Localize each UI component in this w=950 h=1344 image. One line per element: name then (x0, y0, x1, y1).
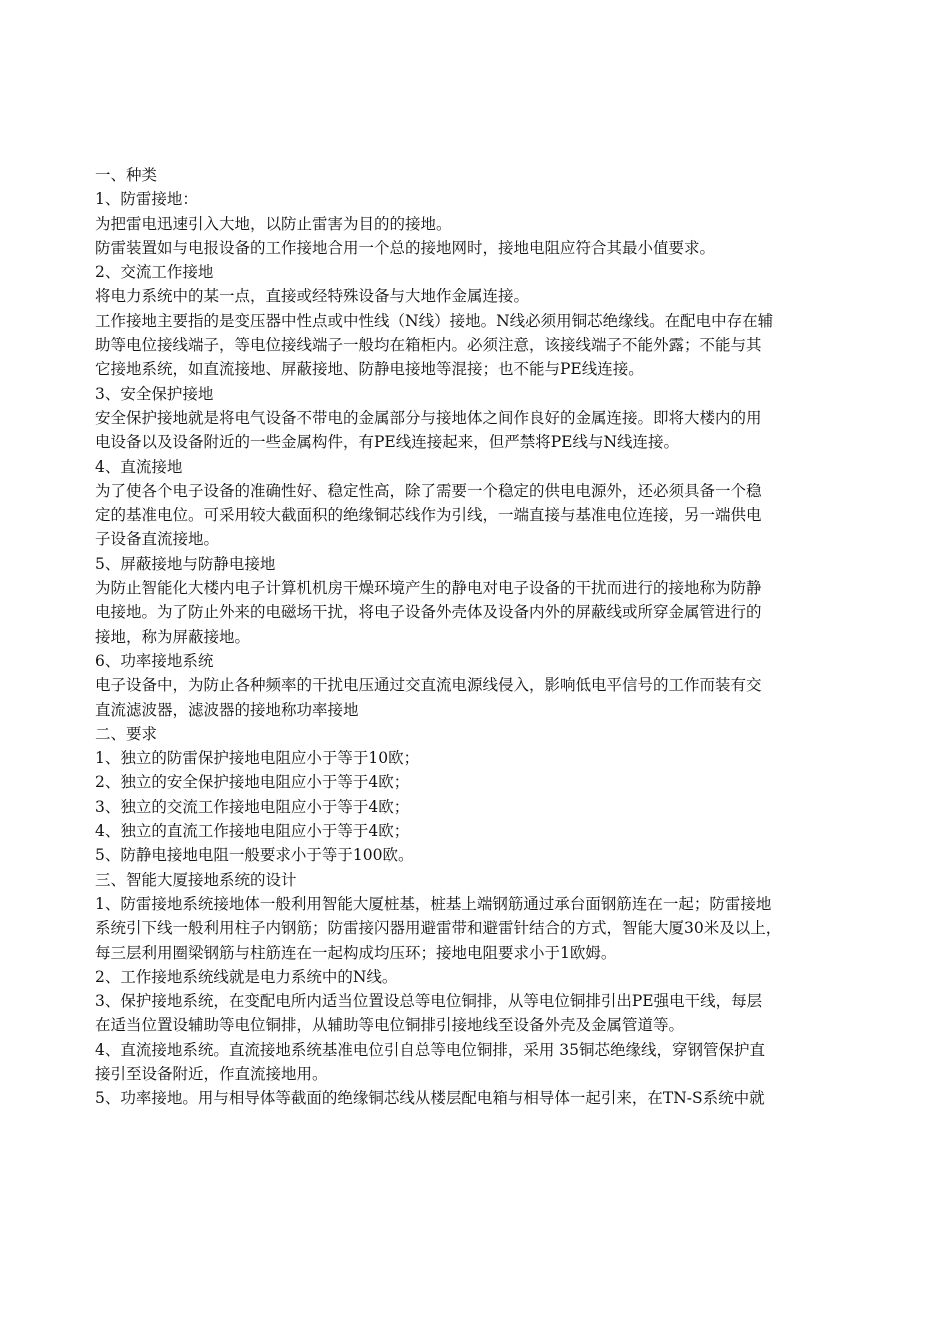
text-line: 1、独立的防雷保护接地电阻应小于等于10欧； (95, 749, 420, 768)
text-line: 每三层利用圈梁钢筋与柱筋连在一起构成均压环；接地电阻要求小于1欧姆。 (95, 943, 617, 962)
text-line: 接引至设备附近，作直流接地用。 (95, 1064, 328, 1083)
document-body (95, 163, 855, 1111)
text-line: 为了使各个电子设备的准确性好、稳定性高，除了需要一个稳定的供电电源外，还必须具备一个稳 (95, 481, 762, 500)
text-line: 2、交流工作接地 (95, 263, 214, 282)
text-line: 为把雷电迅速引入大地，以防止雷害为目的的接地。 (95, 214, 452, 233)
text-line: 2、独立的安全保护接地电阻应小于等于4欧； (95, 773, 410, 792)
text-line: 5、屏蔽接地与防静电接地 (95, 554, 276, 573)
text-line: 定的基准电位。可采用较大截面积的绝缘铜芯线作为引线，一端直接与基准电位连接，另一端供电 (95, 506, 762, 525)
text-line: 1、防雷接地： (95, 190, 198, 209)
text-line: 4、直流接地 (95, 457, 183, 476)
text-line: 5、防静电接地电阻一般要求小于等于100欧。 (95, 846, 414, 865)
text-line: 防雷装置如与电报设备的工作接地合用一个总的接地网时，接地电阻应符合其最小值要求。 (95, 238, 716, 257)
text-line: 为防止智能化大楼内电子计算机机房干燥环境产生的静电对电子设备的干扰而进行的接地称为防静 (95, 579, 762, 598)
text-line: 2、工作接地系统线就是电力系统中的N线。 (95, 967, 398, 986)
text-line: 3、安全保护接地 (95, 384, 214, 403)
text-line: 1、防雷接地系统接地体一般利用智能大厦桩基，桩基上端钢筋通过承台面钢筋连在一起；防雷接地 (95, 894, 772, 913)
text-line: 4、独立的直流工作接地电阻应小于等于4欧； (95, 822, 410, 841)
text-line: 6、功率接地系统 (95, 651, 214, 670)
text-line: 电子设备中，为防止各种频率的干扰电压通过交直流电源线侵入，影响低电平信号的工作而装有交 (95, 676, 762, 695)
text-line: 4、直流接地系统。直流接地系统基准电位引自总等电位铜排，采用 35铜芯绝缘线，穿钢管保护直 (95, 1040, 766, 1059)
text-line: 接地，称为屏蔽接地。 (95, 627, 251, 646)
text-line: 三、智能大厦接地系统的设计 (95, 870, 297, 889)
text-line: 子设备直流接地。 (95, 530, 220, 549)
text-line: 二、要求 (95, 724, 158, 743)
text-line: 在适当位置设辅助等电位铜排，从辅助等电位铜排引接地线至设备外壳及金属管道等。 (95, 1016, 685, 1035)
text-line: 3、独立的交流工作接地电阻应小于等于4欧； (95, 797, 410, 816)
text-line: 直流滤波器，滤波器的接地称功率接地 (95, 700, 359, 719)
text-line: 电设备以及设备附近的一些金属构件，有PE线连接起来，但严禁将PE线与N线连接。 (95, 433, 680, 452)
text-line: 一、种类 (95, 166, 158, 184)
text-line: 5、功率接地。用与相导体等截面的绝缘铜芯线从楼层配电箱与相导体一起引来，在TN-S系统中就 (95, 1089, 765, 1108)
text-line: 系统引下线一般利用柱子内钢筋；防雷接闪器用避雷带和避雷针结合的方式，智能大厦30米及以上， (95, 919, 782, 938)
text-line: 助等电位接线端子，等电位接线端子一般均在箱柜内。必须注意，该接线端子不能外露；不能与其 (95, 336, 762, 355)
text-line: 电接地。为了防止外来的电磁场干扰，将电子设备外壳体及设备内外的屏蔽线或所穿金属管进行的 (95, 603, 762, 622)
text-line: 3、保护接地系统，在变配电所内适当位置设总等电位铜排，从等电位铜排引出PE强电干线，每层 (95, 992, 763, 1011)
text-line: 它接地系统，如直流接地、屏蔽接地、防静电接地等混接；也不能与PE线连接。 (95, 360, 644, 379)
text-line: 工作接地主要指的是变压器中性点或中性线（N线）接地。N线必须用铜芯绝缘线。在配电中存在辅 (95, 311, 774, 330)
text-line: 安全保护接地就是将电气设备不带电的金属部分与接地体之间作良好的金属连接。即将大楼内的用 (95, 408, 762, 427)
text-line: 将电力系统中的某一点，直接或经特殊设备与大地作金属连接。 (95, 287, 530, 306)
